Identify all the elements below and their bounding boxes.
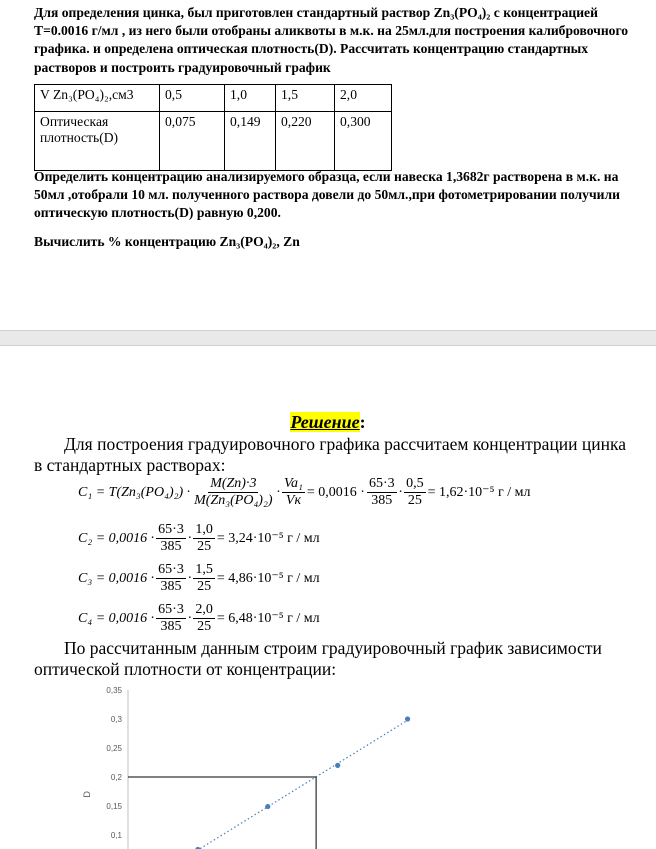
fraction-den: 25: [197, 539, 212, 554]
data-point: [265, 804, 270, 809]
table-cell: 0,300: [335, 112, 392, 171]
solution-paragraph-2: По рассчитанным данным строим градуировочный график зависимости оптической плотности от концентрации:: [34, 638, 602, 679]
fraction-num: Va₁: [284, 476, 303, 491]
task-calc: Вычислить % концентрацию Zn₃(PO₄)₂, Zn: [34, 234, 300, 249]
table-cell: 1,5: [276, 85, 335, 112]
table-cell: 0,220: [276, 112, 335, 171]
fraction-den: M(Zn₃(PO₄)₂): [194, 493, 273, 508]
formula-result: = 1,62·10⁻⁵ г / мл: [427, 485, 531, 500]
fraction-den: 385: [160, 619, 182, 634]
formula-part: C₄ = 0,0016 ·: [78, 610, 155, 626]
fraction-num: 1,5: [195, 562, 213, 577]
calibration-chart: [80, 686, 440, 849]
fraction: [193, 522, 215, 555]
table-header-density: Оптическая плотность(D): [35, 112, 160, 171]
fraction-den: 385: [371, 493, 393, 508]
fraction: [282, 476, 305, 509]
formula-c2: C₂ = 0,0016 · $\frac{65\cdot 3}{385}$ · $\frac{1,0}{25}$ = 3,24·10⁻⁵ г / мл: [78, 522, 320, 554]
table-cell: 0,149: [225, 112, 276, 171]
formula-part: C₃ = 0,0016 ·: [78, 570, 155, 586]
formula-result: = 4,86·10⁻⁵ г / мл: [216, 571, 320, 586]
formula-c1: C₁ = T(Zn₃(PO₄)₂) · $\frac{M(Zn)\cdot 3}{\text{M(Zn₃(PO₄)₂)}}$ · $\frac{\text{Va₁}}{Vк}$ = 0,0016 · $\frac{65\cdot 3}{385}$ · $\frac{0,5}{25}$ = 1,62·10⁻⁵ г / мл: [78, 476, 531, 508]
solution-title-colon: :: [359, 412, 366, 432]
fraction-den: 25: [197, 619, 212, 634]
fraction: [193, 602, 215, 635]
data-point: [335, 763, 340, 768]
fraction-num: M(Zn)·3: [210, 476, 257, 491]
fraction: [156, 562, 186, 595]
page-separator: [0, 330, 656, 346]
fraction-num: 1,0: [195, 522, 213, 537]
formula-result: = 3,24·10⁻⁵ г / мл: [216, 531, 320, 546]
page-two: [0, 346, 656, 849]
fraction: [156, 602, 186, 635]
fraction-den: Vк: [285, 493, 301, 508]
y-tick-label: 0,35: [106, 686, 122, 695]
formula-part: = 0,0016 ·: [306, 484, 365, 500]
fraction-num: 65·3: [368, 476, 395, 491]
task-intro: Для определения цинка, был приготовлен стандартный раствор Zn₃(PO₄)₂ с концентрацией T=0.0016 г/мл , из него были отобраны аликвоты в м.к. на 25мл.для построения калибровочного графика. и определена оптическая плотность(D). Рассчитать концентрацию стандартных растворов и построить градуировочный график: [34, 5, 629, 75]
fraction-num: 65·3: [158, 522, 184, 537]
table-cell: 2,0: [335, 85, 392, 112]
formula-c4: C₄ = 0,0016 · $\frac{65\cdot 3}{385}$ · $\frac{2,0}{25}$ = 6,48·10⁻⁵ г / мл: [78, 602, 320, 634]
y-tick-label: 0,1: [110, 831, 122, 840]
y-axis-label: D: [82, 791, 92, 798]
formula-part: C₂ = 0,0016 ·: [78, 530, 155, 546]
fraction-num: 0,5: [406, 476, 424, 491]
formula-part: C₁ = T(Zn₃(PO₄)₂) ·: [78, 484, 191, 500]
data-point: [405, 716, 410, 721]
formula-c3: C₃ = 0,0016 · $\frac{65\cdot 3}{385}$ · $\frac{1,5}{25}$ = 4,86·10⁻⁵ г / мл: [78, 562, 320, 594]
fraction-den: 25: [407, 493, 422, 508]
fraction: [404, 476, 426, 509]
fraction-den: 385: [160, 539, 182, 554]
y-tick-label: 0,15: [106, 802, 122, 811]
y-tick-label: 0,2: [110, 773, 122, 782]
fraction-num: 2,0: [195, 602, 213, 617]
table-row: [35, 85, 392, 112]
data-table: [34, 84, 392, 171]
table-cell: 0,5: [160, 85, 225, 112]
solution-title: [0, 412, 656, 433]
page-one: [0, 0, 656, 330]
fraction-den: 385: [160, 579, 182, 594]
fraction-num: 65·3: [158, 562, 184, 577]
fraction-num: 65·3: [158, 602, 184, 617]
y-tick-label: 0,3: [110, 715, 122, 724]
fraction: [192, 476, 274, 509]
table-cell: 0,075: [160, 112, 225, 171]
task-question: Определить концентрацию анализируемого образца, если навеска 1,3682г растворена в м.к. на 50мл ,отобрали 10 мл. полученного раствора довели до 50мл.,при фотометрировании получили оптическую плотность(D) равную 0,200.: [34, 169, 620, 221]
solution-title-text: Решение: [290, 412, 360, 432]
fraction: [156, 522, 186, 555]
formula-result: = 6,48·10⁻⁵ г / мл: [216, 611, 320, 626]
table-header-volume: V Zn₃(PO₄)₂,см3: [35, 85, 160, 112]
solution-paragraph-1: Для построения градуировочного графика рассчитаем концентрации цинка в стандартных растворах:: [34, 434, 627, 475]
fraction-den: 25: [197, 579, 212, 594]
fraction: [367, 476, 397, 509]
fraction: [193, 562, 215, 595]
trend-line: [180, 720, 409, 849]
y-tick-label: 0,25: [106, 744, 122, 753]
table-row: [35, 112, 392, 171]
table-cell: 1,0: [225, 85, 276, 112]
formula-part: ·: [276, 484, 281, 500]
